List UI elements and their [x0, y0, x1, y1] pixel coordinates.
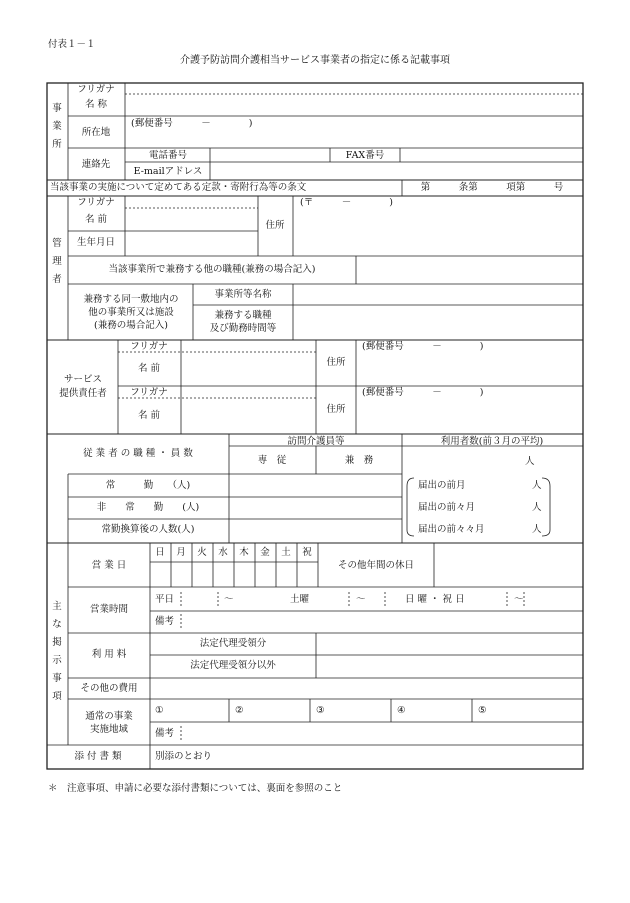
lead1-address-label: 住所 [326, 357, 346, 368]
service-area-label-1: 通常の事業 [85, 711, 133, 722]
service-lead-label-2: 提供責任者 [59, 388, 107, 399]
lead1-furigana-label: フリガナ [130, 341, 168, 352]
attachments-label: 添 付 書 類 [74, 751, 122, 762]
office-contact-label: 連絡先 [81, 159, 111, 170]
staff-count-label: 従 業 者 の 職 種 ・ 員 数 [83, 448, 193, 459]
manager-name-label: 名 前 [84, 214, 108, 225]
non-proxy-label: 法定代理受領分以外 [190, 660, 276, 671]
manager-furigana-label: フリガナ [77, 197, 115, 208]
manager-birthdate-label: 生年月日 [76, 237, 116, 248]
fte-label: 常勤換算後の人数(人) [101, 524, 195, 535]
attachment-number: 付表１－１ [48, 39, 96, 50]
sun-holiday-tilde: ～ [514, 594, 524, 605]
manager-section-label: 管理者 [52, 238, 62, 285]
fulltime-label: 常 勤 （人) [105, 480, 191, 491]
hours-remarks-label: 備考 [155, 616, 175, 627]
dedicated-label: 専 従 [257, 455, 287, 466]
day-wed: 水 [218, 547, 228, 558]
saturday-label: 土曜 [290, 594, 310, 605]
same-site-label-2: 他の事業所又は施設 [88, 307, 174, 318]
office-section-label: 事業所 [52, 103, 62, 150]
business-days-label: 営 業 日 [91, 560, 127, 571]
lead1-postal-code: (郵便番号 － ) [362, 341, 484, 352]
email-label: E-mailアドレス [133, 166, 203, 177]
area-remarks-label: 備考 [155, 728, 175, 739]
other-holidays-label: その他年間の休日 [337, 560, 415, 571]
prev-3-month-label: 届出の前々々月 [418, 524, 485, 535]
day-holiday: 祝 [302, 547, 312, 558]
area-5-marker: ⑤ [478, 705, 487, 716]
office-furigana-label: フリガナ [77, 84, 115, 95]
concurrent-role-label-1: 兼務する職種 [214, 310, 272, 321]
concurrent-label: 兼 務 [344, 455, 374, 466]
form-title: 介護予防訪問介護相当サービス事業者の指定に係る記載事項 [180, 55, 450, 66]
prev-2-month-unit: 人 [532, 502, 542, 513]
area-3-marker: ③ [316, 705, 325, 716]
saturday-tilde: ～ [356, 594, 366, 605]
office-name-label: 名 称 [84, 99, 108, 110]
lead2-address-label: 住所 [326, 404, 346, 415]
service-area-label-2: 実施地域 [89, 724, 129, 735]
manager-postal-code: (〒 － ) [300, 197, 393, 208]
fee-label: 利 用 料 [91, 649, 127, 660]
office-address-label: 所在地 [81, 127, 111, 138]
phone-label: 電話番号 [148, 150, 188, 161]
same-site-label-1: 兼務する同一敷地内の [83, 294, 179, 305]
area-1-marker: ① [155, 705, 164, 716]
attachments-value: 別添のとおり [155, 751, 213, 762]
lead2-furigana-label: フリガナ [130, 387, 168, 398]
posted-section-label: 主な掲示事項 [52, 601, 62, 702]
lead2-name-label: 名 前 [137, 410, 161, 421]
day-fri: 金 [260, 547, 270, 558]
office-postal-code: (郵便番号 － ) [131, 118, 253, 129]
prev-month-label: 届出の前月 [418, 480, 466, 491]
regulation-label: 当該事業の実施について定めてある定款・寄附行為等の条文 [50, 182, 307, 193]
concurrent-role-label-2: 及び勤務時間等 [209, 323, 277, 334]
weekday-label: 平日 [155, 594, 175, 605]
day-tue: 火 [197, 547, 207, 558]
lead2-postal-code: (郵便番号 － ) [362, 387, 484, 398]
other-costs-label: その他の費用 [80, 683, 138, 694]
users-count-label: 利用者数(前３月の平均) [440, 436, 544, 447]
area-4-marker: ④ [397, 705, 406, 716]
users-count-unit: 人 [525, 456, 535, 467]
statutory-proxy-label: 法定代理受領分 [199, 638, 267, 649]
visit-staff-label: 訪問介護員等 [287, 436, 345, 447]
prev-3-month-unit: 人 [532, 524, 542, 535]
weekday-tilde: ～ [224, 594, 234, 605]
fax-label: FAX番号 [345, 150, 385, 161]
prev-month-unit: 人 [532, 480, 542, 491]
sun-holiday-label: 日 曜 ・ 祝 日 [405, 594, 465, 605]
business-hours-label: 営業時間 [89, 604, 129, 615]
service-lead-label-1: サービス [63, 374, 103, 385]
same-site-label-3: (兼務の場合記入) [94, 320, 168, 331]
day-thu: 木 [239, 547, 249, 558]
lead1-name-label: 名 前 [137, 363, 161, 374]
parttime-label: 非 常 勤 (人) [96, 502, 200, 513]
day-mon: 月 [176, 547, 186, 558]
facility-name-label: 事業所等名称 [214, 289, 272, 300]
manager-other-role-label: 当該事業所で兼務する他の職種(兼務の場合記入) [108, 264, 316, 275]
prev-2-month-label: 届出の前々月 [418, 502, 476, 513]
footer-note: ＊ 注意事項、申請に必要な添付書類については、裏面を参照のこと [48, 783, 343, 794]
day-sun: 日 [155, 547, 165, 558]
area-2-marker: ② [235, 705, 244, 716]
day-sat: 土 [281, 547, 291, 558]
manager-address-label: 住所 [265, 220, 285, 231]
regulation-article-number: 第 条第 項第 号 [420, 182, 564, 193]
